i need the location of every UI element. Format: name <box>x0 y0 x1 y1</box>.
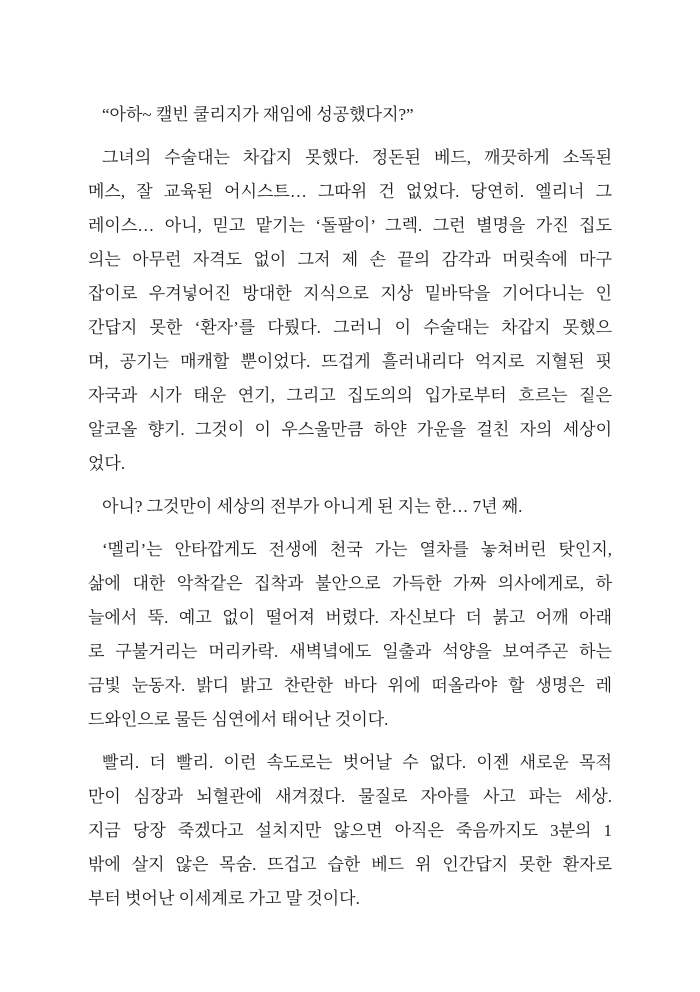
paragraph <box>88 490 612 524</box>
text-line: 알코올 향기. 그것이 이 우스울만큼 하얀 가운을 걸친 자의 세상이 <box>88 420 612 439</box>
paragraph <box>88 98 612 132</box>
text-line: 잡이로 우겨넣어진 방대한 지식으로 지상 밑바닥을 기어다니는 인 <box>88 284 612 303</box>
text-line: “아하~ 캘빈 쿨리지가 재임에 성공했다지?” <box>102 105 414 124</box>
text-line: 늘에서 뚝. 예고 없이 떨어져 버렸다. 자신보다 더 붉고 어깨 아래 <box>88 608 612 627</box>
text-line: 삶에 대한 악착같은 집착과 불안으로 가득한 가짜 의사에게로, 하 <box>88 574 612 593</box>
text-line: 지금 당장 죽겠다고 설치지만 않으면 아직은 죽음까지도 3분의 1 <box>88 821 612 840</box>
text-line: 자국과 시가 태운 연기, 그리고 집도의의 입가로부터 흐르는 짙은 <box>88 386 612 405</box>
text-line: 드와인으로 물든 심연에서 태어난 것이다. <box>88 710 389 729</box>
text-line: 레이스… 아니, 믿고 맡기는 ‘돌팔이’ 그렉. 그런 별명을 가진 집도 <box>88 216 612 235</box>
text-line: 아니? 그것만이 세상의 전부가 아니게 된 지는 한… 7년 째. <box>102 497 523 516</box>
paragraph <box>88 746 612 916</box>
paragraph <box>88 533 612 737</box>
paragraph <box>88 141 612 481</box>
text-body <box>88 98 612 925</box>
text-line: 간답지 못한 ‘환자’를 다뤘다. 그러니 이 수술대는 차갑지 못했으 <box>88 318 612 337</box>
text-line: 의는 아무런 자격도 없이 그저 제 손 끝의 감각과 머릿속에 마구 <box>88 250 612 269</box>
text-line: 만이 심장과 뇌혈관에 새겨졌다. 물질로 자아를 사고 파는 세상. <box>88 787 612 806</box>
text-line: 그녀의 수술대는 차갑지 못했다. 정돈된 베드, 깨끗하게 소독된 <box>102 148 612 167</box>
text-line: 부터 벗어난 이세계로 가고 말 것이다. <box>88 889 360 908</box>
text-line: 로 구불거리는 머리카락. 새벽녘에도 일출과 석양을 보여주곤 하는 <box>88 642 612 661</box>
text-line: 메스, 잘 교육된 어시스트… 그따위 건 없었다. 당연히. 엘리너 그 <box>88 182 612 201</box>
text-line: 금빛 눈동자. 밝디 밝고 찬란한 바다 위에 떠올라야 할 생명은 레 <box>88 676 612 695</box>
text-line: 었다. <box>88 454 126 473</box>
text-line: ‘멜리’는 안타깝게도 전생에 천국 가는 열차를 놓쳐버린 탓인지, <box>102 540 612 559</box>
text-line: 밖에 살지 않은 목숨. 뜨겁고 습한 베드 위 인간답지 못한 환자로 <box>88 855 612 874</box>
text-line: 며, 공기는 매캐할 뿐이었다. 뜨겁게 흘러내리다 억지로 지혈된 핏 <box>88 352 612 371</box>
text-line: 빨리. 더 빨리. 이런 속도로는 벗어날 수 없다. 이젠 새로운 목적 <box>102 753 612 772</box>
